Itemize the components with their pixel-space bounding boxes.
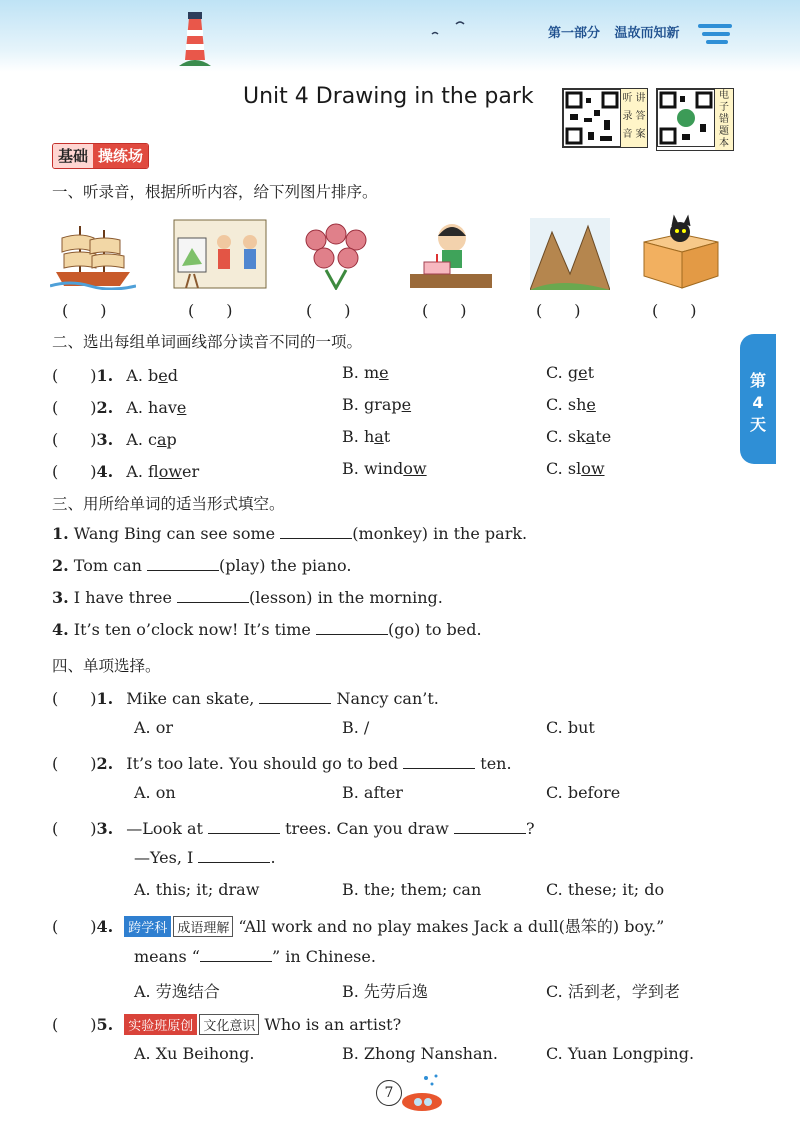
order-paren-3[interactable]: ( )	[306, 301, 351, 320]
s4-q4-a[interactable]: A. 劳逸结合	[134, 982, 220, 1001]
answer-paren[interactable]: ( )	[52, 398, 97, 417]
s4-q4: ( )4. 跨学科 成语理解 “All work and no play makes Jack a dull(愚笨的) boy.”	[52, 917, 665, 936]
s4-q1-a[interactable]: A. or	[134, 718, 174, 737]
s2-row-2-b: B. grape	[342, 395, 412, 414]
s4-q4-b[interactable]: B. 先劳后逸	[342, 982, 428, 1001]
s4-q3-a[interactable]: A. this; it; draw	[134, 880, 260, 899]
s4-q2-a[interactable]: A. on	[134, 783, 176, 802]
s4-q5-a[interactable]: A. Xu Beihong.	[134, 1044, 255, 1063]
qr-mistake-block[interactable]	[656, 88, 734, 151]
cat-in-box-picture	[632, 212, 722, 290]
s2-row-3-c: C. skate	[546, 427, 612, 446]
page-number: 7	[376, 1080, 402, 1106]
qr-mistake-label: 电 子 错 题 本	[715, 89, 733, 150]
qr-code-icon	[563, 89, 621, 147]
answer-paren[interactable]: ( )	[52, 754, 97, 773]
s3-item-4: 4. It’s ten o’clock now! It’s time (go) to bed.	[52, 620, 482, 639]
order-paren-4[interactable]: ( )	[422, 301, 467, 320]
s2-row-4: ( )4. A. flower	[52, 462, 200, 481]
original-tag: 实验班原创	[124, 1014, 197, 1035]
s4-q1-c[interactable]: C. but	[546, 718, 595, 737]
answer-paren[interactable]: ( )	[52, 1015, 97, 1034]
badge-part2: 操练场	[93, 144, 148, 168]
roses-picture	[296, 218, 376, 290]
s2-row-1: ( )1. A. bed	[52, 366, 178, 385]
order-paren-2[interactable]: ( )	[188, 301, 233, 320]
s4-q4-c[interactable]: C. 活到老，学到老	[546, 982, 680, 1001]
s3-item-3: 3. I have three (lesson) in the morning.	[52, 588, 443, 607]
answer-paren[interactable]: ( )	[52, 819, 97, 838]
fill-blank[interactable]	[208, 819, 280, 834]
s4-q5-c[interactable]: C. Yuan Longping.	[546, 1044, 695, 1063]
page-title: Unit 4 Drawing in the park	[243, 84, 534, 109]
s2-row-1-b: B. me	[342, 363, 389, 382]
submarine-icon	[396, 1072, 446, 1116]
mountains-picture	[530, 218, 610, 290]
s4-q3: ( )3. —Look at trees. Can you draw ?	[52, 819, 535, 838]
fill-blank[interactable]	[316, 620, 388, 635]
header-part: 第一部分	[548, 26, 601, 41]
s4-q2-c[interactable]: C. before	[546, 783, 621, 802]
header-tag	[548, 22, 690, 41]
s4-q3-line2: —Yes, I .	[134, 848, 276, 867]
section2-heading: 二、选出每组单词画线部分读音不同的一项。	[52, 333, 363, 351]
topic-tag: 文化意识	[199, 1014, 259, 1035]
s4-q2-b[interactable]: B. after	[342, 783, 403, 802]
topic-tag: 成语理解	[173, 916, 233, 937]
section4-heading: 四、单项选择。	[52, 657, 161, 675]
subject-tag: 跨学科	[124, 916, 171, 937]
wave-logo-icon	[698, 18, 734, 44]
fill-blank[interactable]	[147, 556, 219, 571]
badge-part1: 基础	[53, 144, 93, 168]
s4-q5: ( )5. 实验班原创 文化意识 Who is an artist?	[52, 1015, 402, 1034]
s2-row-3-b: B. hat	[342, 427, 391, 446]
order-paren-5[interactable]: ( )	[536, 301, 581, 320]
s4-q3-b[interactable]: B. the; them; can	[342, 880, 482, 899]
s4-q3-c[interactable]: C. these; it; do	[546, 880, 665, 899]
s3-item-2: 2. Tom can (play) the piano.	[52, 556, 352, 575]
s4-q4-line2: means “ ” in Chinese.	[134, 947, 376, 966]
birthday-cake-picture	[410, 218, 492, 290]
lighthouse-icon	[175, 8, 215, 68]
answer-paren[interactable]: ( )	[52, 366, 97, 385]
fill-blank[interactable]	[280, 524, 352, 539]
s2-row-2: ( )2. A. have	[52, 398, 187, 417]
header-tagline: 温故而知新	[614, 26, 680, 41]
answer-paren[interactable]: ( )	[52, 430, 97, 449]
qr-code-icon	[657, 89, 715, 147]
s4-q1-b[interactable]: B. /	[342, 718, 370, 737]
ship-picture	[50, 218, 136, 290]
fill-blank[interactable]	[200, 947, 272, 962]
order-paren-6[interactable]: ( )	[652, 301, 697, 320]
answer-paren[interactable]: ( )	[52, 917, 97, 936]
answer-paren[interactable]: ( )	[52, 462, 97, 481]
section3-heading: 三、用所给单词的适当形式填空。	[52, 495, 285, 513]
qr-listen-label: 听 讲 录 答 音 案	[621, 89, 647, 147]
fill-blank[interactable]	[177, 588, 249, 603]
s4-q1: ( )1. Mike can skate, Nancy can’t.	[52, 689, 439, 708]
qr-listen-block[interactable]	[562, 88, 648, 148]
order-paren-1[interactable]: ( )	[62, 301, 107, 320]
s3-item-1: 1. Wang Bing can see some (monkey) in the park.	[52, 524, 528, 543]
day-side-tab: 第 4 天	[740, 334, 776, 464]
s2-row-4-b: B. window	[342, 459, 427, 478]
children-drawing-picture	[172, 218, 268, 290]
s4-q2: ( )2. It’s too late. You should go to bed ten.	[52, 754, 512, 773]
answer-paren[interactable]: ( )	[52, 689, 97, 708]
birds-icon	[430, 18, 470, 38]
s2-row-1-c: C. get	[546, 363, 595, 382]
section-badge	[52, 143, 149, 169]
s2-row-4-c: C. slow	[546, 459, 605, 478]
s4-q5-b[interactable]: B. Zhong Nanshan.	[342, 1044, 498, 1063]
s2-row-3: ( )3. A. cap	[52, 430, 177, 449]
section1-heading: 一、听录音，根据所听内容，给下列图片排序。	[52, 183, 378, 201]
fill-blank[interactable]	[403, 754, 475, 769]
fill-blank[interactable]	[198, 848, 270, 863]
fill-blank[interactable]	[259, 689, 331, 704]
fill-blank[interactable]	[454, 819, 526, 834]
s2-row-2-c: C. she	[546, 395, 596, 414]
